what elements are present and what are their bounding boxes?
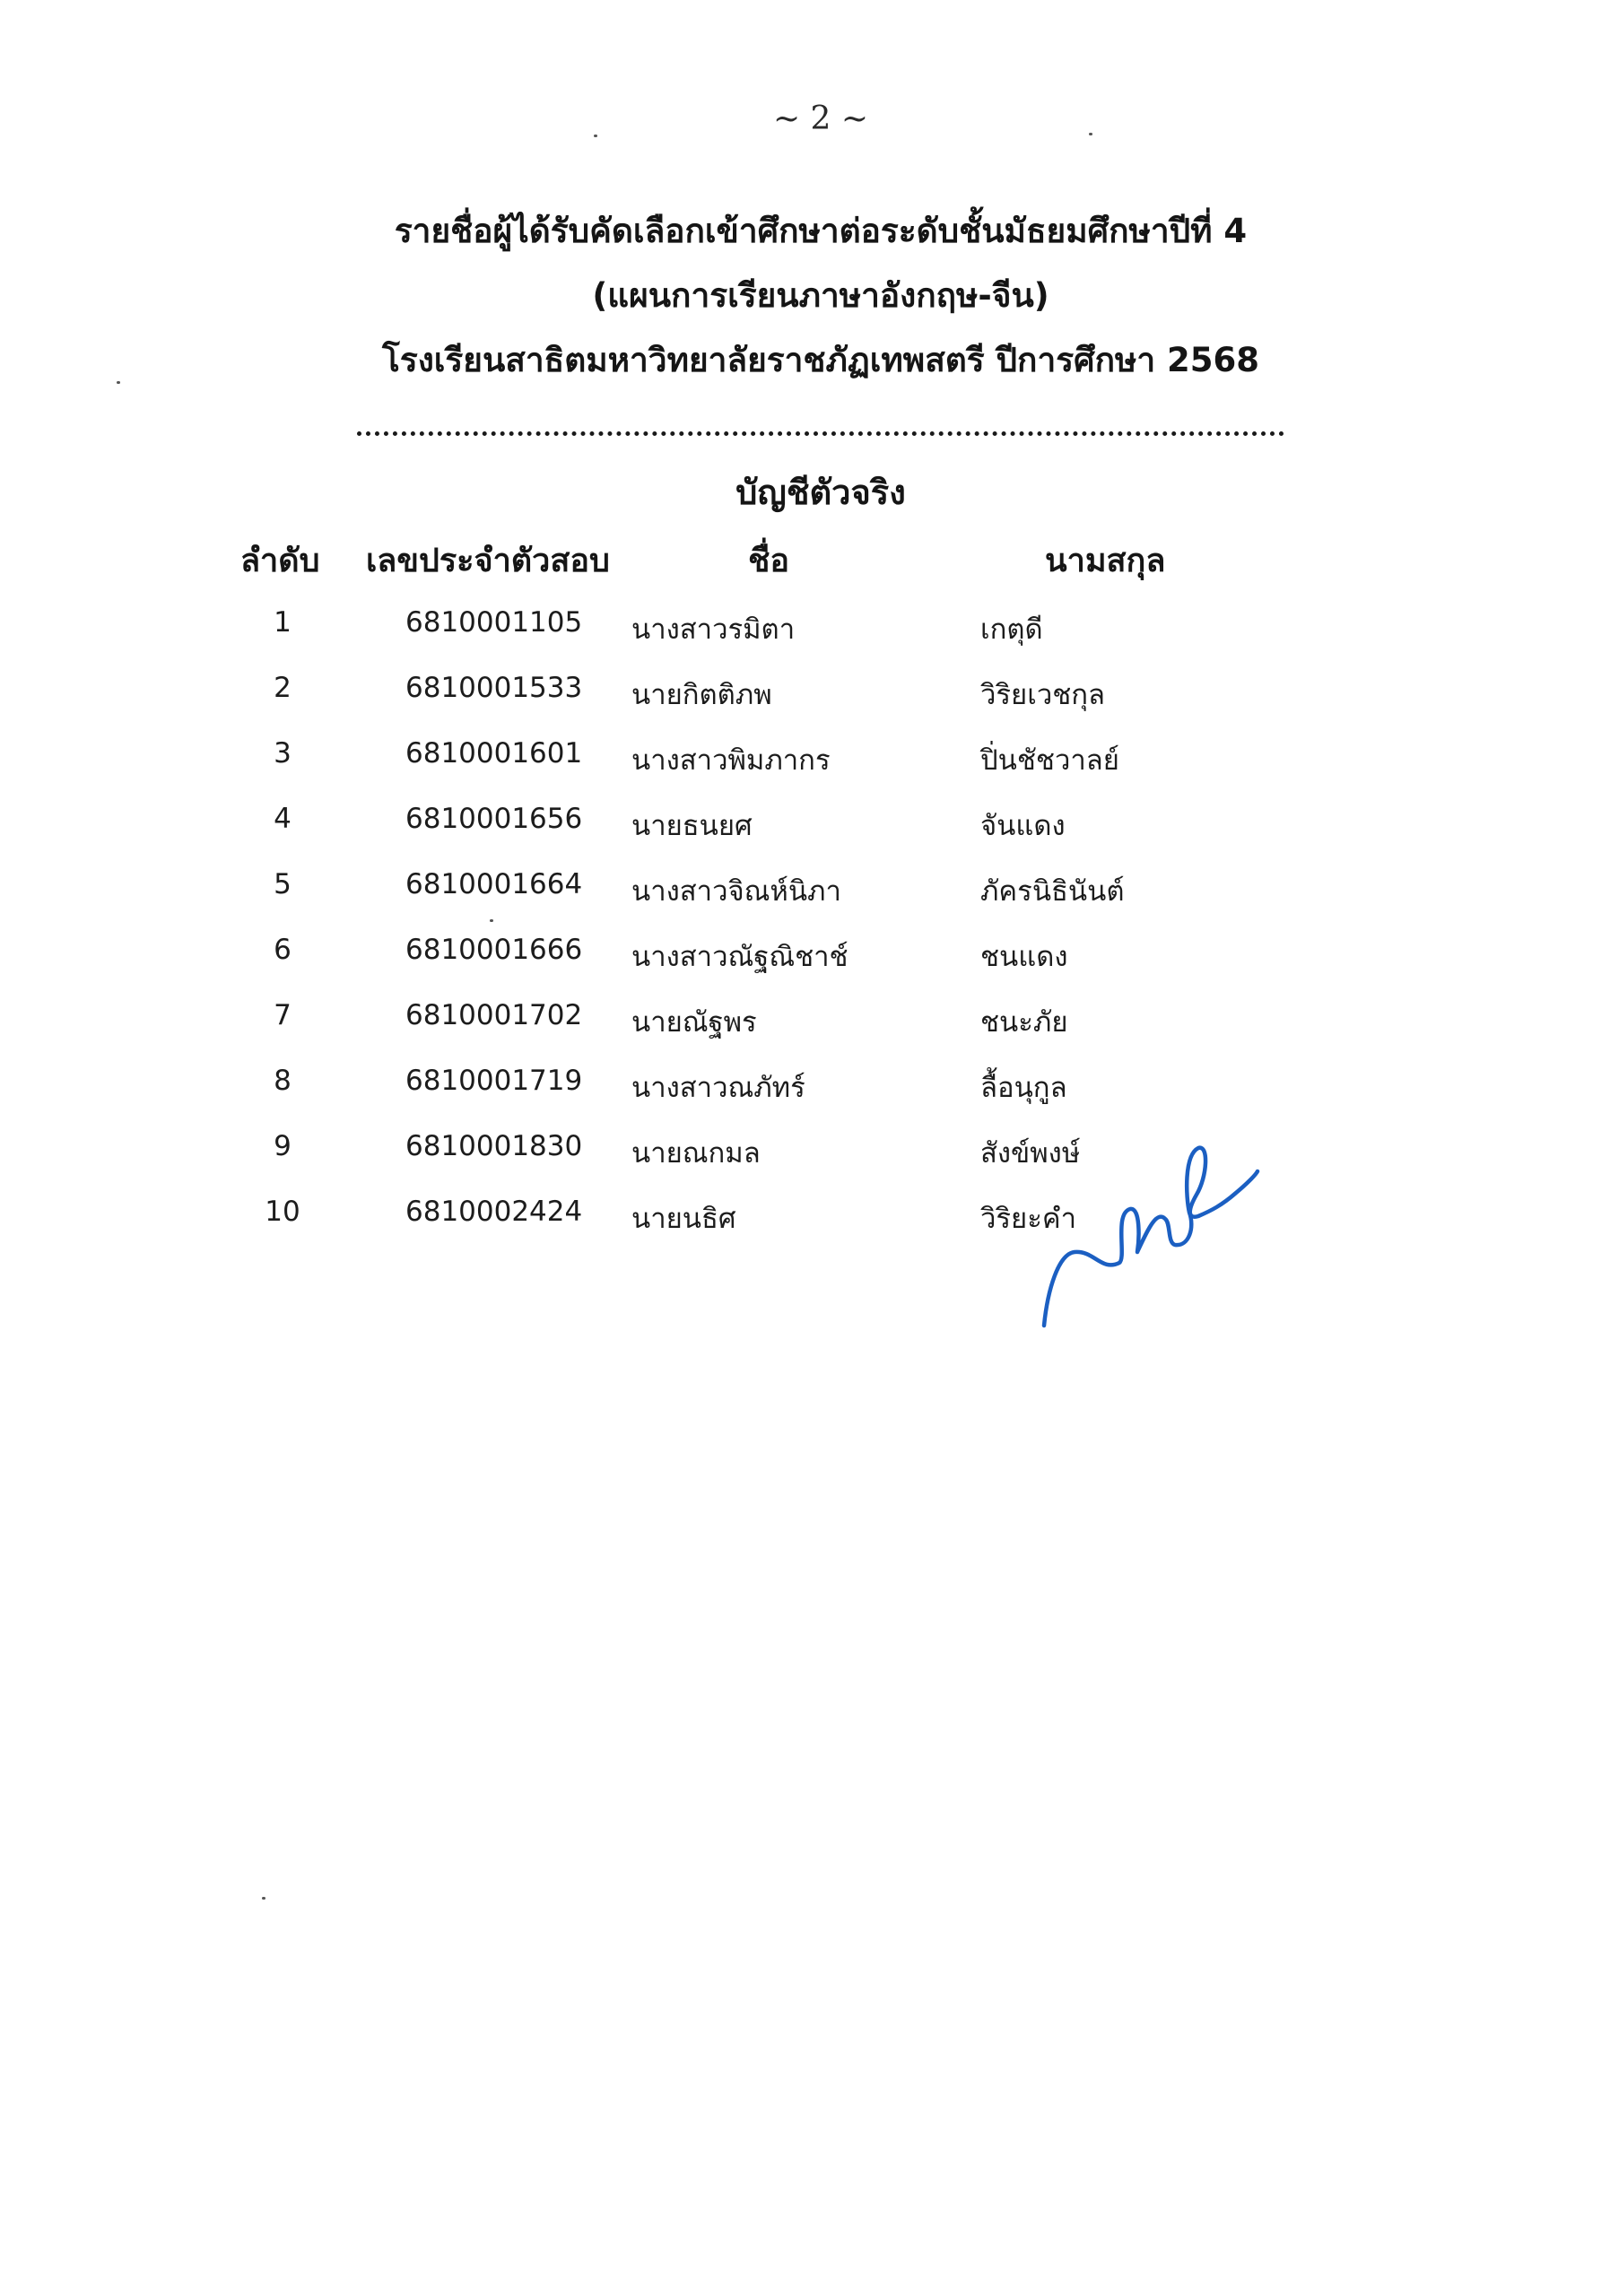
page-number: ~ 2 ~ bbox=[772, 100, 869, 137]
table-row bbox=[0, 868, 1610, 933]
row-order: 2 bbox=[274, 672, 292, 704]
scan-speck bbox=[594, 135, 597, 137]
row-last-name: ลื้อนุกูล bbox=[980, 1072, 1067, 1104]
row-first-name: นางสาวณัฐณิชาช์ bbox=[631, 941, 849, 973]
row-first-name: นางสาวจิณห์นิภา bbox=[631, 875, 841, 908]
row-order: 7 bbox=[274, 999, 292, 1031]
row-last-name: ชนแดง bbox=[980, 941, 1068, 973]
row-exam-id: 6810001830 bbox=[405, 1130, 583, 1162]
table-row bbox=[0, 737, 1610, 802]
row-exam-id: 6810001533 bbox=[405, 672, 583, 704]
row-order: 10 bbox=[265, 1196, 300, 1228]
scan-speck bbox=[117, 381, 120, 384]
column-header-exam-id: เลขประจำตัวสอบ bbox=[366, 543, 610, 579]
row-last-name: ชนะภัย bbox=[980, 1006, 1068, 1039]
row-exam-id: 6810001702 bbox=[405, 999, 583, 1031]
row-exam-id: 6810001601 bbox=[405, 737, 583, 770]
table-row bbox=[0, 934, 1610, 998]
row-exam-id: 6810001656 bbox=[405, 803, 583, 835]
table-row bbox=[0, 1065, 1610, 1129]
table-row bbox=[0, 999, 1610, 1064]
section-title: บัญชีตัวจริง bbox=[735, 473, 906, 512]
row-last-name: วิริยเวชกุล bbox=[980, 679, 1106, 711]
row-last-name: วิริยะคำ bbox=[980, 1203, 1077, 1235]
scan-speck bbox=[1089, 133, 1092, 135]
table-row bbox=[0, 1196, 1610, 1260]
row-order: 3 bbox=[274, 737, 292, 770]
row-order: 8 bbox=[274, 1065, 292, 1097]
table-row bbox=[0, 803, 1610, 867]
row-order: 6 bbox=[274, 934, 292, 966]
row-first-name: นางสาวณภัทร์ bbox=[631, 1072, 805, 1104]
header-title: รายชื่อผู้ได้รับคัดเลือกเข้าศึกษาต่อระดับชั้นมัธยมศึกษาปีที่ 4 bbox=[394, 212, 1248, 250]
row-last-name: เกตุดี bbox=[980, 613, 1043, 646]
row-exam-id: 6810001664 bbox=[405, 868, 583, 900]
row-first-name: นายณกมล bbox=[631, 1137, 761, 1170]
row-exam-id: 6810001719 bbox=[405, 1065, 583, 1097]
document-header bbox=[0, 199, 1610, 393]
row-first-name: นายนธิศ bbox=[631, 1203, 736, 1235]
row-first-name: นางสาวพิมภากร bbox=[631, 744, 831, 777]
signature-stroke bbox=[1044, 1148, 1258, 1326]
column-header-last-name: นามสกุล bbox=[1045, 543, 1166, 579]
dotted-divider bbox=[357, 431, 1284, 436]
row-first-name: นายธนยศ bbox=[631, 810, 753, 842]
column-header-first-name: ชื่อ bbox=[748, 543, 790, 579]
row-order: 9 bbox=[274, 1130, 292, 1162]
handwritten-signature bbox=[1031, 1119, 1265, 1335]
row-exam-id: 6810001666 bbox=[405, 934, 583, 966]
row-last-name: สังข์พงษ์ bbox=[980, 1137, 1081, 1170]
table-row bbox=[0, 1130, 1610, 1195]
column-header-order: ลำดับ bbox=[240, 543, 320, 579]
scan-speck bbox=[490, 919, 493, 922]
table-row bbox=[0, 606, 1610, 671]
row-last-name: จันแดง bbox=[980, 810, 1066, 842]
row-first-name: นายกิตติภพ bbox=[631, 679, 772, 711]
table-row bbox=[0, 672, 1610, 736]
row-order: 5 bbox=[274, 868, 292, 900]
row-exam-id: 6810001105 bbox=[405, 606, 583, 639]
row-first-name: นางสาวรมิตา bbox=[631, 613, 796, 646]
row-last-name: ภัครนิธินันต์ bbox=[980, 875, 1125, 908]
row-last-name: ปิ่นชัชวาลย์ bbox=[980, 744, 1119, 777]
header-program: (แผนการเรียนภาษาอังกฤษ-จีน) bbox=[592, 276, 1049, 315]
row-order: 1 bbox=[274, 606, 292, 639]
row-order: 4 bbox=[274, 803, 292, 835]
row-first-name: นายณัฐพร bbox=[631, 1006, 757, 1039]
row-exam-id: 6810002424 bbox=[405, 1196, 583, 1228]
header-school: โรงเรียนสาธิตมหาวิทยาลัยราชภัฏเทพสตรี ปีการศึกษา 2568 bbox=[381, 341, 1260, 379]
scan-speck bbox=[262, 1897, 265, 1900]
